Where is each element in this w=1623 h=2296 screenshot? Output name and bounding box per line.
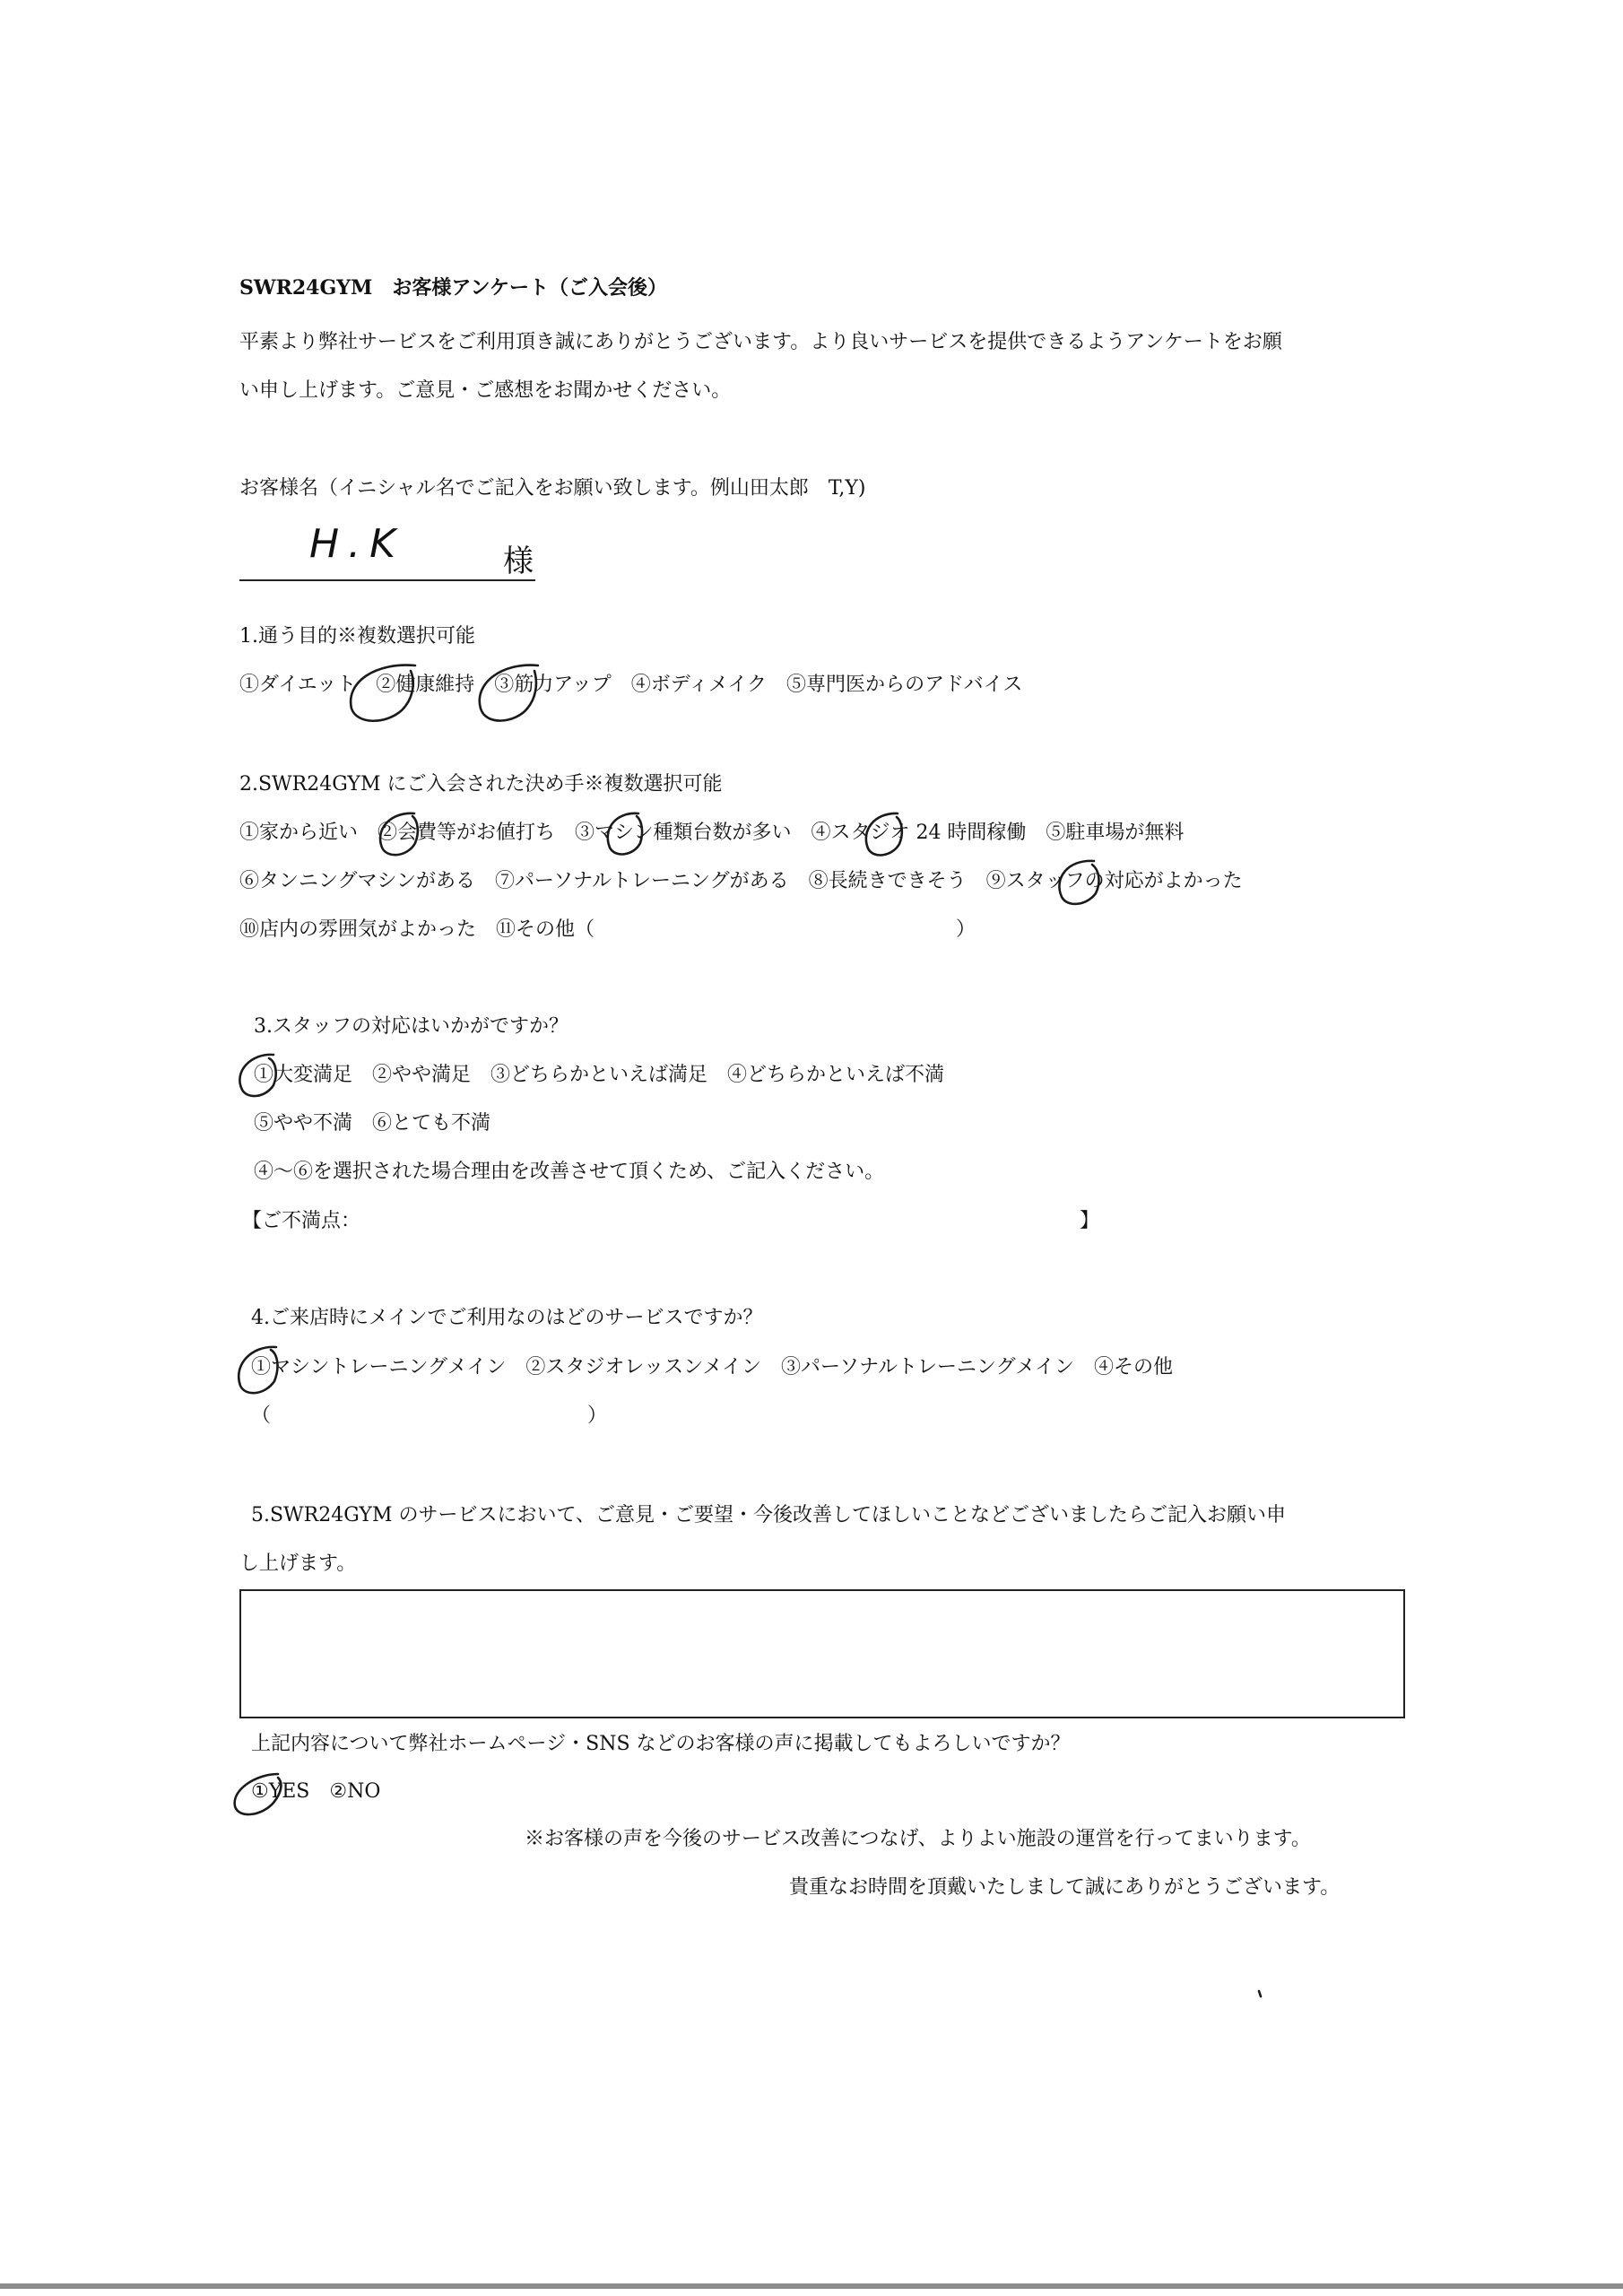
q4-options-line-1: ①マシントレーニングメイン ②スタジオレッスンメイン ③パーソナルトレーニングメイン ④その他 bbox=[251, 1356, 1173, 1378]
q4-paren-open: （ bbox=[251, 1405, 272, 1427]
stray-speck bbox=[1259, 1991, 1261, 1996]
q4-mark-1 bbox=[239, 1347, 277, 1393]
publish-mark-1 bbox=[235, 1774, 282, 1814]
bottom-edge-rule bbox=[0, 2283, 1623, 2289]
q2-options-line-2: ⑥タンニングマシンがある ⑦パーソナルトレーニングがある ⑧長続きできそう ⑨スタッフの対応がよかった bbox=[239, 870, 1243, 892]
q2-options-line-3: ⑩店内の雰囲気がよかった ⑪その他（ bbox=[239, 918, 595, 941]
q2-mark-9 bbox=[1059, 861, 1098, 904]
q3-complaint-open: 【ご不満点： bbox=[242, 1210, 361, 1232]
q3-note: ④～⑥を選択された場合理由を改善させて頂くため、ご記入ください。 bbox=[254, 1161, 885, 1183]
q3-complaint-close: 】 bbox=[1080, 1210, 1100, 1232]
q1-mark-3 bbox=[480, 665, 538, 721]
customer-name-label: お客様名（イニシャル名でご記入をお願い致します。例山田太郎 T,Y) bbox=[239, 477, 866, 500]
customer-name-handwritten: H.K bbox=[309, 521, 404, 567]
honorific-sama: 様 bbox=[503, 544, 534, 579]
intro-line-2: い申し上げます。ご意見・ご感想をお聞かせください。 bbox=[239, 379, 732, 402]
q5-question-line-2: し上げます。 bbox=[239, 1552, 357, 1575]
survey-title: SWR24GYM お客様アンケート（ご入会後） bbox=[239, 276, 668, 300]
q2-mark-2 bbox=[380, 813, 418, 855]
q3-options-line-2: ⑤やや不満 ⑥とても不満 bbox=[254, 1112, 491, 1135]
q4-paren-close: ） bbox=[587, 1405, 608, 1427]
q2-other-paren-close: ） bbox=[956, 918, 976, 941]
q1-question: 1.通う目的※複数選択可能 bbox=[239, 625, 475, 648]
publish-question: 上記内容について弊社ホームページ・SNS などのお客様の声に掲載してもよろしいですか？ bbox=[251, 1733, 1071, 1755]
q2-mark-4 bbox=[866, 813, 902, 856]
q1-mark-2 bbox=[351, 665, 415, 721]
q4-question: 4.ご来店時にメインでご利用なのはどのサービスですか？ bbox=[251, 1307, 763, 1329]
closing-line-1: ※お客様の声を今後のサービス改善につなげ、よりよい施設の運営を行ってまいります。 bbox=[525, 1828, 1311, 1850]
q3-options-line-1: ①大変満足 ②やや満足 ③どちらかといえば満足 ④どちらかといえば不満 bbox=[254, 1064, 945, 1086]
publish-options: ①YES ②NO bbox=[251, 1780, 381, 1803]
q3-mark-1 bbox=[239, 1055, 275, 1096]
q3-question: 3.スタッフの対応はいかがですか？ bbox=[254, 1015, 568, 1038]
closing-line-2: 貴重なお時間を頂戴いたしまして誠にありがとうございます。 bbox=[789, 1876, 1341, 1899]
q1-options: ①ダイエット ②健康維持 ③筋力アップ ④ボディメイク ⑤専門医からのアドバイス bbox=[239, 674, 1023, 696]
intro-line-1: 平素より弊社サービスをご利用頂き誠にありがとうございます。より良いサービスを提供できるようアンケートをお願 bbox=[239, 331, 1282, 353]
q2-question: 2.SWR24GYM にご入会された決め手※複数選択可能 bbox=[239, 773, 723, 796]
q2-mark-3 bbox=[608, 813, 642, 855]
q2-options-line-1: ①家から近い ②会費等がお値打ち ③マシン種類台数が多い ④スタジオ 24 時間稼働 ⑤駐車場が無料 bbox=[239, 822, 1185, 844]
q5-question-line-1: 5.SWR24GYM のサービスにおいて、ご意見・ご要望・今後改善してほしいことなどございましたらご記入お願い申 bbox=[251, 1504, 1287, 1526]
